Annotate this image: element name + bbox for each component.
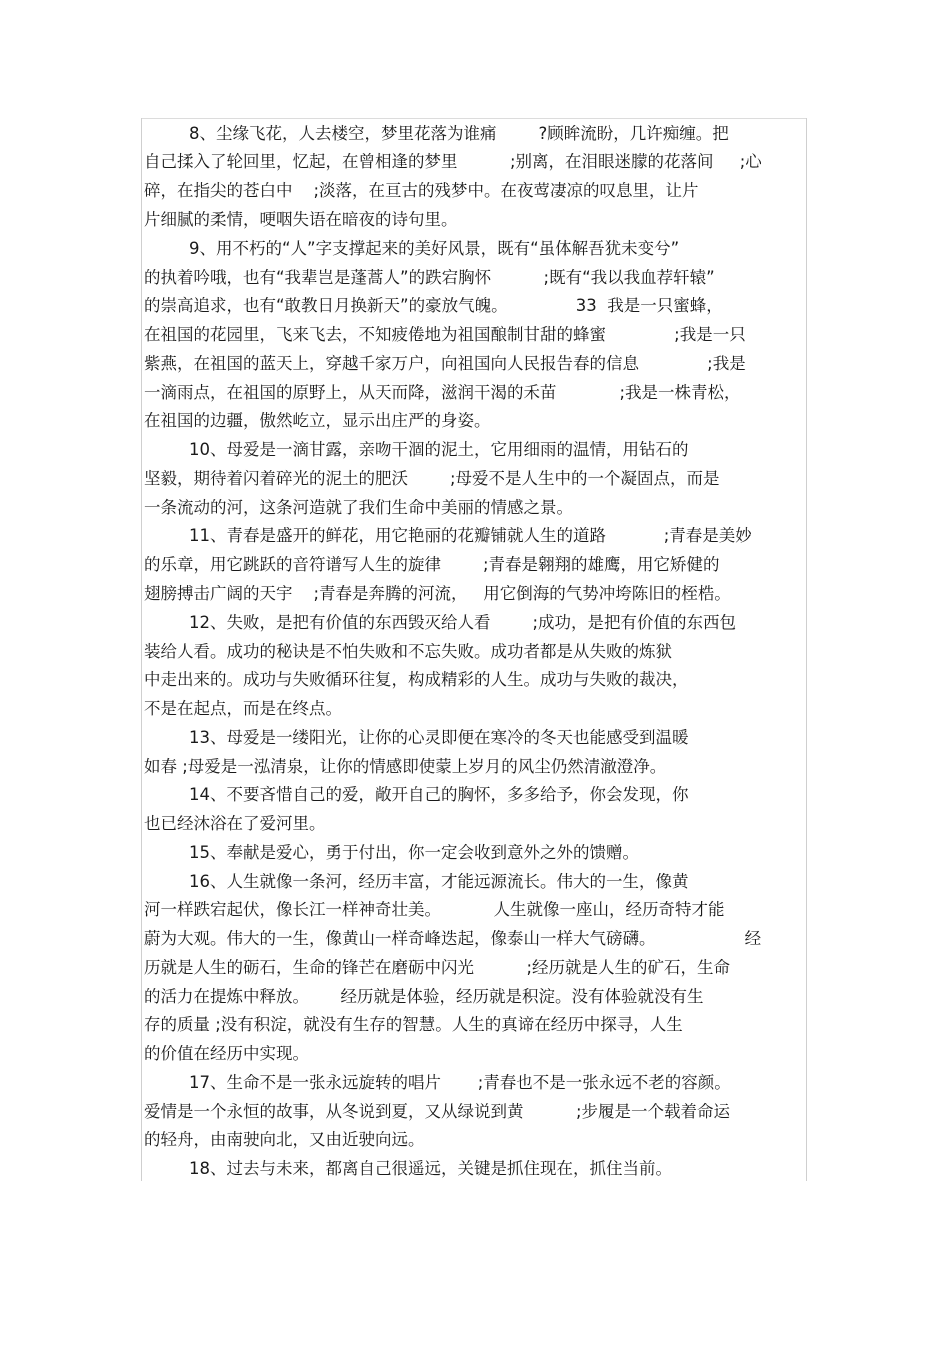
text-line: 12、失败，是把有价值的东西毁灭给人看 ;成功，是把有价值的东西包: [189, 613, 737, 632]
text-line: 14、不要吝惜自己的爱，敞开自己的胸怀，多多给予，你会发现，你: [189, 785, 689, 804]
text-line: 9、用不朽的“人”字支撑起来的美好风景，既有“虽体解吾犹未变兮”: [189, 239, 680, 258]
text-line: 在祖国的花园里，飞来飞去，不知疲倦地为祖国酿制甘甜的蜂蜜 ;我是一只: [144, 325, 746, 344]
text-line: 装给人看。成功的秘诀是不怕失败和不忘失败。成功者都是从失败的炼狱: [144, 642, 672, 661]
text-line: 一条流动的河，这条河造就了我们生命中美丽的情感之景。: [144, 498, 573, 517]
text-line: 蔚为大观。伟大的一生，像黄山一样奇峰迭起，像泰山一样大气磅礴。 经: [144, 929, 762, 948]
text-line: 的轻舟，由南驶向北，又由近驶向远。: [144, 1130, 425, 1149]
text-line: 坚毅，期待着闪着碎光的泥土的肥沃 ;母爱不是人生中的一个凝固点，而是: [144, 469, 720, 488]
text-line: 也已经沐浴在了爱河里。: [144, 814, 326, 833]
text-line: 的价值在经历中实现。: [144, 1044, 309, 1063]
text-line: 如春 ;母爱是一泓清泉，让你的情感即使蒙上岁月的风尘仍然清澈澄净。: [144, 757, 667, 776]
text-line: 存的质量 ;没有积淀，就没有生存的智慧。人生的真谛在经历中探寻，人生: [144, 1015, 683, 1034]
text-line: 历就是人生的砺石，生命的锋芒在磨砺中闪光 ;经历就是人生的矿石，生命: [144, 958, 731, 977]
page-frame-left-rule: [141, 118, 142, 1181]
text-line: 紫燕，在祖国的蓝天上，穿越千家万户，向祖国向人民报告春的信息 ;我是: [144, 354, 746, 373]
text-line: 碎，在指尖的苍白中 ;淡落，在亘古的残梦中。在夜莺凄凉的叹息里，让片: [144, 181, 699, 200]
text-line: 17、生命不是一张永远旋转的唱片 ;青春也不是一张永远不老的容颜。: [189, 1073, 731, 1092]
text-line: 中走出来的。成功与失败循环往复，构成精彩的人生。成功与失败的裁决，: [144, 670, 689, 689]
text-line: 自己揉入了轮回里，忆起，在曾相逢的梦里 ;别离，在泪眼迷朦的花落间 ;心: [144, 152, 762, 171]
text-line: 8、尘缘飞花，人去楼空，梦里花落为谁痛 ?顾眸流盼，几许痴缠。把: [189, 124, 729, 143]
text-line: 不是在起点，而是在终点。: [144, 699, 342, 718]
text-line: 片细腻的柔情，哽咽失语在暗夜的诗句里。: [144, 210, 458, 229]
text-line: 的活力在提炼中释放。 经历就是体验，经历就是积淀。没有体验就没有生: [144, 987, 704, 1006]
text-line: 13、母爱是一缕阳光，让你的心灵即便在寒冷的冬天也能感受到温暖: [189, 728, 689, 747]
text-line: 的乐章，用它跳跃的音符谱写人生的旋律 ;青春是翱翔的雄鹰，用它矫健的: [144, 555, 720, 574]
text-line: 15、奉献是爱心，勇于付出，你一定会收到意外之外的馈赠。: [189, 843, 639, 862]
text-line: 翅膀搏击广阔的天宇 ;青春是奔腾的河流， 用它倒海的气势冲垮陈旧的桎梏。: [144, 584, 731, 603]
text-line: 16、人生就像一条河，经历丰富，才能远源流长。伟大的一生，像黄: [189, 872, 689, 891]
text-line: 的崇高追求，也有“敢教日月换新天”的豪放气魄。 33 我是一只蜜蜂，: [144, 296, 723, 315]
page-frame-top-rule: [141, 118, 806, 119]
text-line: 11、青春是盛开的鲜花，用它艳丽的花瓣铺就人生的道路 ;青春是美妙: [189, 526, 752, 545]
text-line: 18、过去与未来，都离自己很遥远，关键是抓住现在，抓住当前。: [189, 1159, 672, 1178]
text-line: 10、母爱是一滴甘露，亲吻干涸的泥土，它用细雨的温情，用钻石的: [189, 440, 689, 459]
text-line: 在祖国的边疆，傲然屹立，显示出庄严的身姿。: [144, 411, 491, 430]
text-line: 爱情是一个永恒的故事，从冬说到夏，又从绿说到黄 ;步履是一个载着命运: [144, 1102, 731, 1121]
text-line: 的执着吟哦，也有“我辈岂是蓬蒿人”的跌宕胸怀 ;既有“我以我血荐轩辕”: [144, 268, 715, 287]
text-line: 一滴雨点，在祖国的原野上，从天而降，滋润干渴的禾苗 ;我是一株青松，: [144, 383, 741, 402]
page-frame-right-rule: [806, 118, 807, 1181]
text-line: 河一样跌宕起伏，像长江一样神奇壮美。 人生就像一座山，经历奇特才能: [144, 900, 725, 919]
